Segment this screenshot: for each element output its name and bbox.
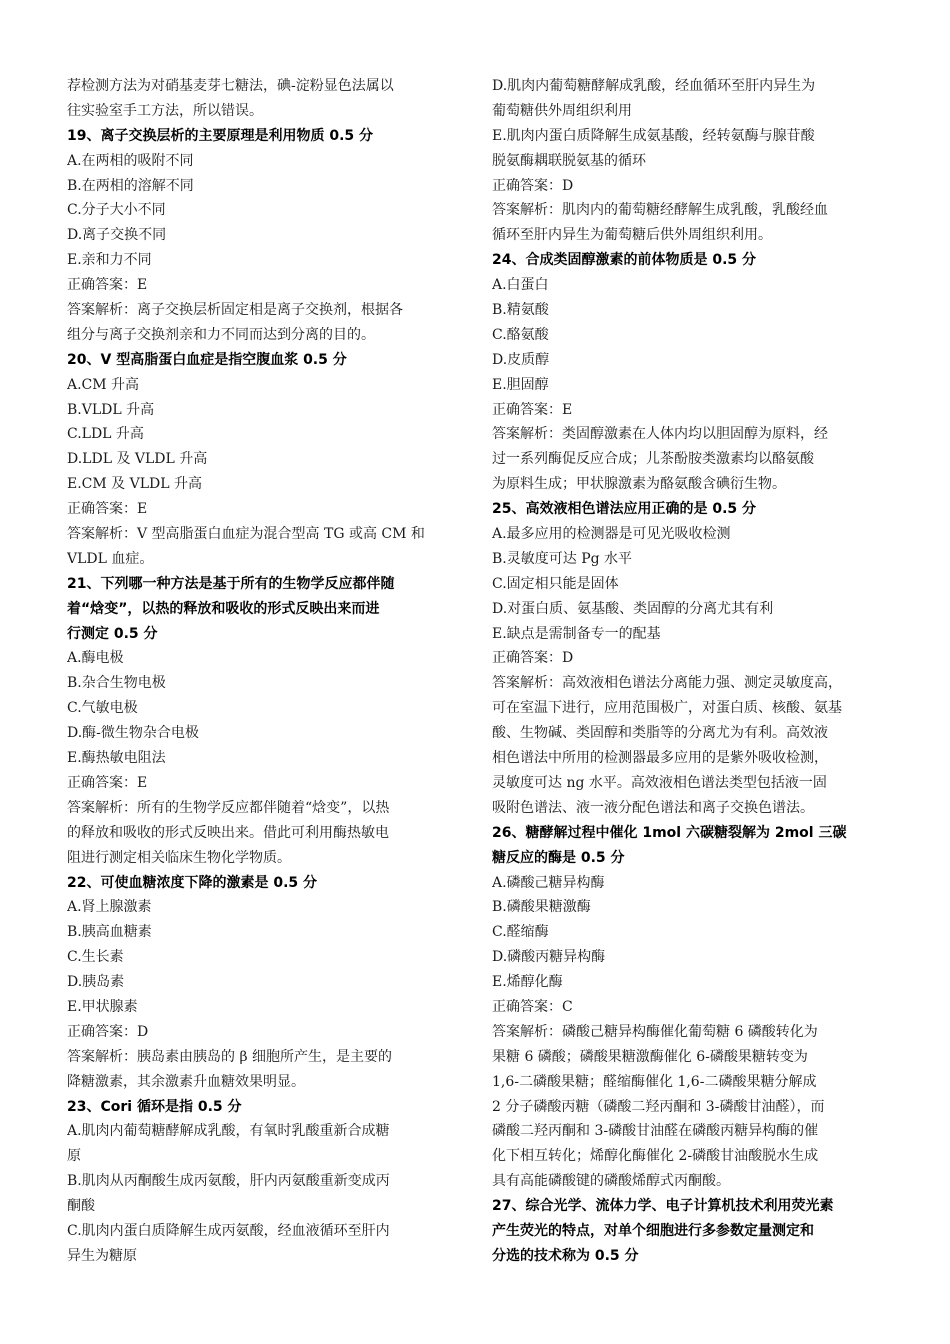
text-line: 组分与离子交换剂亲和力不同而达到分离的目的。 (67, 326, 375, 343)
option-line: E.肌肉内蛋白质降解生成氨基酸，经转氨酶与腺苷酸 (492, 127, 815, 144)
option-line: B.精氨酸 (492, 302, 549, 319)
text-line: 酮酸 (67, 1198, 95, 1215)
option-line: B.磷酸果糖激酶 (492, 899, 591, 916)
option-line: A.最多应用的检测器是可见光吸收检测 (492, 526, 731, 543)
question-line: 26、糖酵解过程中催化 1mol 六碳糖裂解为 2mol 三碳 (492, 824, 847, 841)
option-line: D.LDL 及 VLDL 升高 (67, 451, 208, 468)
option-line: C.生长素 (67, 949, 124, 966)
text-line: 酸、生物碱、类固醇和类脂等的分离尤为有利。高效液 (492, 725, 828, 742)
explanation-line: 答案解析：肌肉内的葡萄糖经酵解生成乳酸，乳酸经血 (492, 202, 828, 219)
option-line: A.肌肉内葡萄糖酵解成乳酸，有氧时乳酸重新合成糖 (67, 1123, 390, 1140)
question-line: 糖反应的酶是 0.5 分 (492, 849, 625, 866)
text-line: 异生为糖原 (67, 1247, 137, 1264)
question-line: 行测定 0.5 分 (67, 625, 158, 642)
text-line: 2 分子磷酸丙糖（磷酸二羟丙酮和 3-磷酸甘油醛），而 (492, 1098, 825, 1115)
answer-line: 正确答案：D (67, 1023, 149, 1040)
explanation-line: 答案解析：高效液相色谱法分离能力强、测定灵敏度高， (492, 675, 842, 692)
option-line: B.杂合生物电极 (67, 675, 166, 692)
option-line: B.灵敏度可达 Pg 水平 (492, 550, 633, 567)
text-line: 吸附色谱法、液一液分配色谱法和离子交换色谱法。 (492, 799, 814, 816)
option-line: D.酶-微生物杂合电极 (67, 725, 199, 742)
explanation-line: 答案解析：V 型高脂蛋白血症为混合型高 TG 或高 CM 和 (67, 526, 425, 543)
option-line: D.胰岛素 (67, 974, 125, 991)
text-line: 荐检测方法为对硝基麦芽七糖法，碘-淀粉显色法属以 (67, 78, 394, 94)
answer-line: 正确答案：E (67, 501, 148, 518)
text-line: 原 (67, 1148, 81, 1165)
text-line: 相色谱法中所用的检测器最多应用的是紫外吸收检测， (492, 750, 828, 767)
option-line: E.酶热敏电阻法 (67, 750, 166, 767)
text-line: 化下相互转化；烯醇化酶催化 2-磷酸甘油酸脱水生成 (492, 1148, 819, 1165)
right-column (492, 74, 892, 1269)
explanation-line: 答案解析：离子交换层析固定相是离子交换剂，根据各 (67, 302, 403, 319)
answer-line: 正确答案：E (492, 401, 573, 418)
text-line: 的释放和吸收的形式反映出来。借此可利用酶热敏电 (67, 824, 389, 841)
question-line: 21、下列哪一种方法是基于所有的生物学反应都伴随 (67, 575, 395, 592)
answer-line: 正确答案：E (67, 774, 148, 791)
answer-line: 正确答案：D (492, 177, 574, 194)
explanation-line: 答案解析：胰岛素由胰岛的 β 细胞所产生，是主要的 (67, 1048, 392, 1065)
option-line: D.皮质醇 (492, 351, 550, 368)
option-line: A.酶电极 (67, 650, 124, 667)
text-line: 阻进行测定相关临床生物化学物质。 (67, 849, 291, 866)
option-line: E.甲状腺素 (67, 998, 138, 1015)
answer-line: 正确答案：C (492, 998, 573, 1015)
question-line: 23、Cori 循环是指 0.5 分 (67, 1098, 242, 1115)
option-line: D.离子交换不同 (67, 227, 167, 244)
option-line: A.白蛋白 (492, 277, 549, 294)
text-line: 脱氨酶耦联脱氨基的循环 (492, 152, 646, 169)
option-line: C.LDL 升高 (67, 426, 144, 443)
option-line: A.CM 升高 (67, 376, 140, 393)
option-line: E.缺点是需制备专一的配基 (492, 625, 661, 642)
question-line: 19、离子交换层析的主要原理是利用物质 0.5 分 (67, 127, 374, 144)
text-line: 为原料生成；甲状腺激素为酪氨酸含碘衍生物。 (492, 476, 786, 493)
option-line: A.在两相的吸附不同 (67, 152, 194, 169)
left-column (67, 74, 465, 1269)
option-line: B.肌肉从丙酮酸生成丙氨酸，肝内丙氨酸重新变成丙 (67, 1173, 390, 1190)
option-line: C.肌肉内蛋白质降解生成丙氨酸，经血液循环至肝内 (67, 1222, 390, 1239)
option-line: D.磷酸丙糖异构酶 (492, 949, 606, 966)
option-line: C.酪氨酸 (492, 326, 549, 343)
option-line: C.醛缩酶 (492, 924, 549, 941)
option-line: B.在两相的溶解不同 (67, 177, 194, 194)
answer-line: 正确答案：D (492, 650, 574, 667)
option-line: B.VLDL 升高 (67, 401, 155, 418)
text-line: 葡萄糖供外周组织利用 (492, 102, 632, 119)
explanation-line: 答案解析：所有的生物学反应都伴随着“焓变”，以热 (67, 799, 390, 816)
explanation-line: 答案解析：磷酸己糖异构酶催化葡萄糖 6 磷酸转化为 (492, 1023, 818, 1040)
question-line: 产生荧光的特点，对单个细胞进行多参数定量测定和 (492, 1222, 814, 1239)
text-line: 降糖激素，其余激素升血糖效果明显。 (67, 1073, 305, 1090)
question-line: 着“焓变”，以热的释放和吸收的形式反映出来而进 (67, 600, 380, 617)
text-line: 1,6-二磷酸果糖；醛缩酶催化 1,6-二磷酸果糖分解成 (492, 1073, 817, 1090)
option-line: C.气敏电极 (67, 700, 138, 717)
option-line: C.分子大小不同 (67, 202, 166, 219)
option-line: D.对蛋白质、氨基酸、类固醇的分离尤其有利 (492, 600, 774, 617)
option-line: A.肾上腺激素 (67, 899, 152, 916)
option-line: D.肌肉内葡萄糖酵解成乳酸，经血循环至肝内异生为 (492, 78, 816, 94)
text-line: 果糖 6 磷酸；磷酸果糖激酶催化 6-磷酸果糖转变为 (492, 1048, 808, 1065)
question-line: 22、可使血糖浓度下降的激素是 0.5 分 (67, 874, 318, 891)
explanation-line: 答案解析：类固醇激素在人体内均以胆固醇为原料，经 (492, 426, 828, 443)
option-line: C.固定相只能是固体 (492, 575, 619, 592)
question-line: 分选的技术称为 0.5 分 (492, 1247, 639, 1264)
option-line: B.胰高血糖素 (67, 924, 152, 941)
text-line: 可在室温下进行，应用范围极广，对蛋白质、核酸、氨基 (492, 700, 842, 717)
text-line: 循环至肝内异生为葡萄糖后供外周组织利用。 (492, 227, 772, 244)
option-line: A.磷酸己糖异构酶 (492, 874, 605, 891)
option-line: E.烯醇化酶 (492, 974, 563, 991)
text-line: 磷酸二羟丙酮和 3-磷酸甘油醛在磷酸丙糖异构酶的催 (492, 1123, 819, 1140)
question-line: 20、V 型高脂蛋白血症是指空腹血浆 0.5 分 (67, 351, 347, 368)
option-line: E.胆固醇 (492, 376, 549, 393)
option-line: E.CM 及 VLDL 升高 (67, 476, 202, 493)
question-line: 25、高效液相色谱法应用正确的是 0.5 分 (492, 501, 757, 518)
text-line: 具有高能磷酸键的磷酸烯醇式丙酮酸。 (492, 1173, 730, 1190)
question-line: 27、综合光学、流体力学、电子计算机技术利用荧光素 (492, 1198, 834, 1215)
text-line: 过一系列酶促反应合成；儿茶酚胺类激素均以酪氨酸 (492, 451, 814, 468)
text-line: VLDL 血症。 (67, 550, 154, 567)
text-line: 往实验室手工方法，所以错误。 (67, 102, 263, 119)
option-line: E.亲和力不同 (67, 252, 152, 269)
question-line: 24、合成类固醇激素的前体物质是 0.5 分 (492, 252, 757, 269)
text-line: 灵敏度可达 ng 水平。高效液相色谱法类型包括液一固 (492, 774, 827, 791)
answer-line: 正确答案：E (67, 277, 148, 294)
